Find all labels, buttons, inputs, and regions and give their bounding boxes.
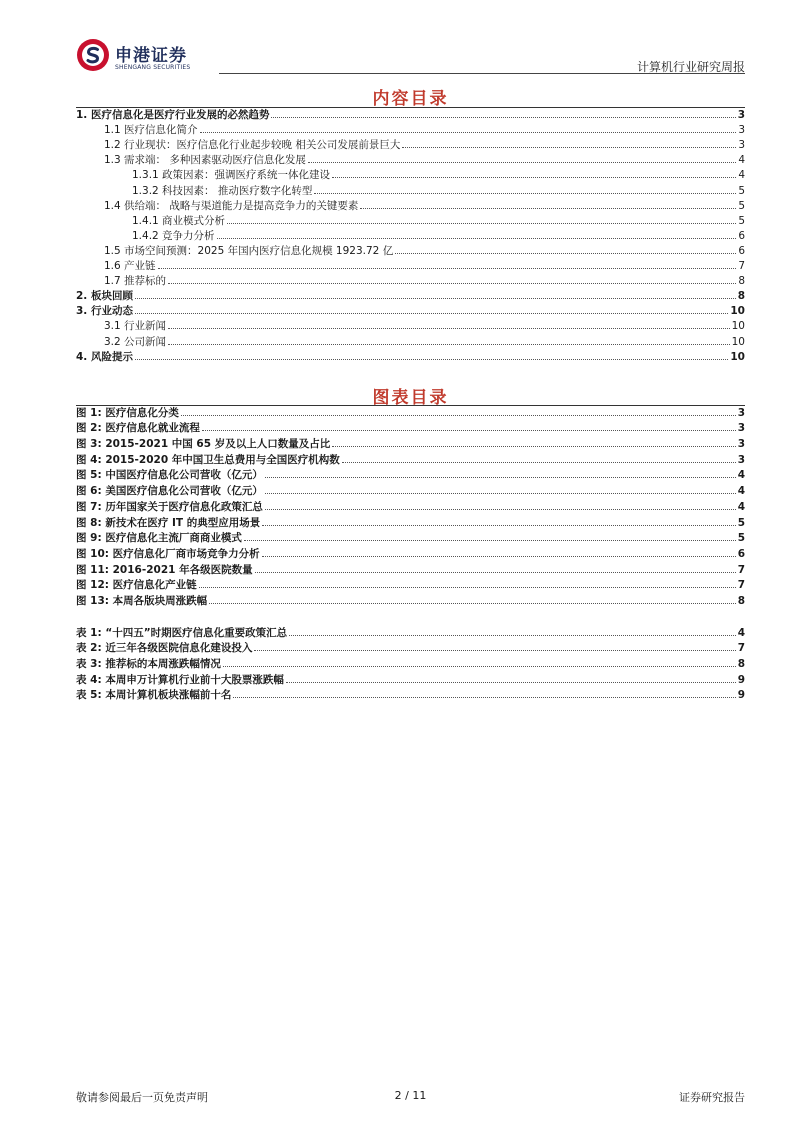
entry-title: 图 12: 医疗信息化产业链	[76, 579, 197, 592]
toc-entry[interactable]	[76, 106, 745, 121]
figure-entry[interactable]	[76, 450, 745, 466]
entry-page-number: 5	[738, 184, 745, 197]
page-header	[76, 36, 745, 76]
dot-leader	[217, 237, 737, 239]
figure-entry[interactable]	[76, 434, 745, 450]
figure-entry[interactable]	[76, 481, 745, 497]
dot-leader	[360, 207, 736, 209]
toc-entry[interactable]	[76, 287, 745, 302]
footer-disclaimer: 敬请参阅最后一页免责声明	[76, 1091, 208, 1104]
dot-leader	[314, 192, 736, 194]
entry-page-number: 6	[738, 229, 745, 242]
entry-title: 表 1: “十四五”时期医疗信息化重要政策汇总	[76, 626, 288, 639]
dot-leader	[262, 555, 736, 557]
dot-leader	[135, 312, 728, 314]
figure-entry[interactable]	[76, 403, 745, 419]
dot-leader	[289, 634, 736, 636]
dot-leader	[200, 131, 737, 133]
entry-page-number: 3	[737, 422, 745, 435]
entry-page-number: 8	[737, 594, 745, 607]
dot-leader	[265, 476, 736, 478]
entry-title: 图 1: 医疗信息化分类	[76, 406, 179, 419]
entry-title: 图 8: 新技术在医疗 IT 的典型应用场景	[76, 516, 261, 529]
figure-entry[interactable]	[76, 419, 745, 435]
page-footer	[76, 1089, 745, 1105]
entry-title: 3.1 行业新闻	[104, 320, 167, 333]
entry-page-number: 8	[737, 290, 745, 303]
entry-page-number: 7	[737, 579, 745, 592]
entry-page-number: 7	[737, 563, 745, 576]
entry-page-number: 8	[738, 275, 745, 288]
entry-title: 1.2 行业现状：医疗信息化行业起步较晚 相关公司发展前景巨大	[104, 139, 401, 152]
entry-page-number: 5	[738, 214, 745, 227]
shengang-logo-icon	[76, 38, 110, 72]
table-entry[interactable]	[76, 623, 745, 639]
entry-title: 表 3: 推荐标的本周涨跌幅情况	[76, 658, 221, 670]
toc-entry[interactable]	[76, 121, 745, 136]
list-spacer	[76, 607, 745, 623]
dot-leader	[168, 282, 736, 284]
toc-entry[interactable]	[76, 257, 745, 272]
entry-page-number: 8	[737, 658, 745, 670]
dot-leader	[265, 492, 736, 494]
entry-page-number: 4	[738, 169, 745, 182]
dot-leader	[286, 681, 736, 683]
toc-entry[interactable]	[76, 151, 745, 166]
toc-entry[interactable]	[76, 136, 745, 151]
dot-leader	[254, 649, 735, 651]
entry-title: 图 4: 2015-2020 年中国卫生总费用与全国医疗机构数	[76, 453, 340, 466]
entry-page-number: 3	[738, 124, 745, 137]
entry-page-number: 5	[738, 199, 745, 212]
entry-page-number: 7	[738, 260, 745, 273]
toc-entry[interactable]	[76, 348, 745, 363]
figures-title: 图表目录	[372, 388, 449, 408]
dot-leader	[342, 461, 736, 463]
entry-title: 1.5 市场空间预测：2025 年国内医疗信息化规模 1923.72 亿	[104, 244, 394, 257]
dot-leader	[199, 586, 736, 588]
entry-page-number: 3	[737, 406, 745, 419]
figure-entry[interactable]	[76, 513, 745, 529]
dot-leader	[332, 445, 735, 447]
entry-page-number: 6	[738, 244, 745, 257]
entry-title: 图 10: 医疗信息化厂商市场竞争力分析	[76, 547, 260, 560]
toc-entry[interactable]	[76, 317, 745, 332]
table-entry[interactable]	[76, 670, 745, 686]
entry-page-number: 3	[738, 139, 745, 152]
entry-page-number: 3	[737, 109, 745, 122]
entry-title: 图 11: 2016-2021 年各级医院数量	[76, 563, 253, 576]
report-type-label: 计算机行业研究周报	[636, 60, 745, 74]
entry-page-number: 4	[737, 469, 745, 482]
entry-title: 1.4.2 竞争力分析	[132, 229, 215, 242]
table-entry[interactable]	[76, 639, 745, 655]
dot-leader	[181, 414, 736, 416]
entry-title: 1.4.1 商业模式分析	[132, 214, 226, 227]
figure-entry[interactable]	[76, 497, 745, 513]
entry-page-number: 3	[737, 453, 745, 466]
entry-page-number: 9	[737, 689, 745, 702]
footer-doc-type: 证券研究报告	[679, 1091, 745, 1104]
figure-entry[interactable]	[76, 529, 745, 545]
dot-leader	[135, 297, 736, 299]
entry-title: 1.4 供给端： 战略与渠道能力是提高竞争力的关键要素	[104, 199, 359, 212]
entry-page-number: 10	[731, 320, 745, 333]
entry-title: 3.2 公司新闻	[104, 335, 167, 348]
brand-name-cn: 申港证券	[115, 46, 187, 66]
entry-title: 图 7: 历年国家关于医疗信息化政策汇总	[76, 500, 263, 513]
entry-title: 表 2: 近三年各级医院信息化建设投入	[76, 642, 253, 655]
dot-leader	[262, 524, 735, 526]
entry-page-number: 10	[731, 335, 745, 348]
dot-leader	[202, 429, 736, 431]
figure-entry[interactable]	[76, 466, 745, 482]
entry-page-number: 5	[737, 516, 745, 529]
list-of-figures	[76, 403, 745, 701]
entry-title: 图 5: 中国医疗信息化公司营收（亿元）	[76, 469, 263, 482]
brand-logo	[76, 38, 216, 72]
entry-title: 1.3 需求端： 多种因素驱动医疗信息化发展	[104, 154, 306, 167]
dot-leader	[332, 176, 736, 178]
dot-leader	[168, 327, 730, 329]
toc-entry[interactable]	[76, 212, 745, 227]
toc-entry[interactable]	[76, 302, 745, 317]
figure-entry[interactable]	[76, 544, 745, 560]
dot-leader	[255, 571, 736, 573]
toc-entry[interactable]	[76, 181, 745, 196]
header-divider	[219, 73, 745, 74]
dot-leader	[227, 222, 736, 224]
dot-leader	[168, 343, 730, 345]
dot-leader	[271, 116, 735, 118]
toc-entry[interactable]	[76, 332, 745, 347]
dot-leader	[223, 665, 736, 667]
entry-title: 图 6: 美国医疗信息化公司营收（亿元）	[76, 485, 263, 498]
toc-entry[interactable]	[76, 197, 745, 212]
entry-page-number: 7	[737, 642, 745, 655]
entry-page-number: 4	[737, 485, 745, 498]
figure-entry[interactable]	[76, 591, 745, 607]
entry-title: 表 5: 本周计算机板块涨幅前十名	[76, 689, 232, 702]
contents-title: 内容目录	[372, 89, 449, 109]
dot-leader	[135, 358, 728, 360]
figure-entry[interactable]	[76, 576, 745, 592]
entry-title: 2. 板块回顾	[76, 290, 133, 303]
entry-title: 图 2: 医疗信息化就业流程	[76, 422, 200, 435]
entry-title: 1. 医疗信息化是医疗行业发展的必然趋势	[76, 109, 270, 122]
dot-leader	[158, 267, 737, 269]
entry-page-number: 9	[737, 673, 745, 686]
dot-leader	[209, 602, 736, 604]
toc-entry[interactable]	[76, 242, 745, 257]
page-number: 2 / 11	[394, 1089, 427, 1102]
entry-title: 1.7 推荐标的	[104, 275, 167, 288]
entry-page-number: 4	[738, 154, 745, 167]
entry-title: 图 13: 本周各版块周涨跌幅	[76, 594, 208, 607]
entry-title: 1.3.2 科技因素： 推动医疗数字化转型	[132, 184, 313, 197]
table-entry[interactable]	[76, 654, 745, 670]
table-entry[interactable]	[76, 686, 745, 702]
entry-title: 表 4: 本周申万计算机行业前十大股票涨跌幅	[76, 673, 284, 686]
entry-title: 4. 风险提示	[76, 350, 133, 363]
dot-leader	[395, 252, 736, 254]
entry-title: 图 3: 2015-2021 中国 65 岁及以上人口数量及占比	[76, 438, 331, 451]
toc-entry[interactable]	[76, 166, 745, 181]
table-of-contents	[76, 106, 745, 363]
dot-leader	[265, 508, 736, 510]
entry-page-number: 3	[737, 438, 745, 451]
dot-leader	[308, 161, 736, 163]
entry-title: 3. 行业动态	[76, 305, 133, 318]
entry-page-number: 10	[730, 305, 745, 318]
brand-name-en: SHENGANG SECURITIES	[115, 64, 191, 71]
dot-leader	[244, 539, 736, 541]
toc-entry[interactable]	[76, 272, 745, 287]
entry-title: 1.6 产业链	[104, 260, 156, 273]
dot-leader	[402, 146, 736, 148]
entry-page-number: 6	[737, 547, 745, 560]
entry-page-number: 4	[737, 626, 745, 639]
entry-page-number: 10	[730, 350, 745, 363]
entry-title: 图 9: 医疗信息化主流厂商商业模式	[76, 532, 242, 545]
toc-entry[interactable]	[76, 227, 745, 242]
figure-entry[interactable]	[76, 560, 745, 576]
entry-page-number: 4	[737, 500, 745, 513]
entry-title: 1.3.1 政策因素：强调医疗系统一体化建设	[132, 169, 331, 182]
entry-page-number: 5	[737, 532, 745, 545]
dot-leader	[233, 696, 735, 698]
entry-title: 1.1 医疗信息化简介	[104, 124, 198, 137]
